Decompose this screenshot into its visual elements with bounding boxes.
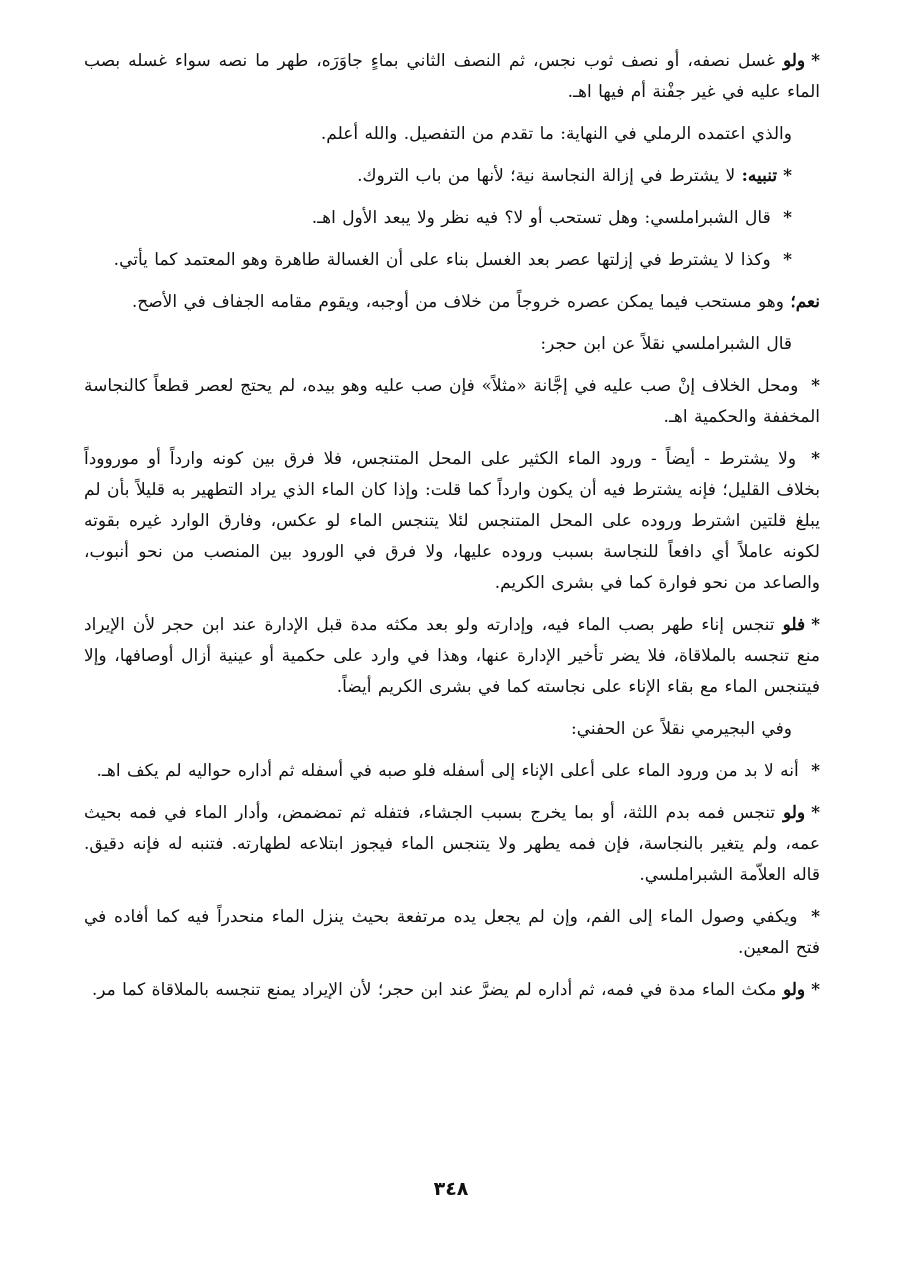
paragraph-12 [84, 756, 820, 787]
page-body [84, 46, 820, 1017]
paragraph-text: مكث الماء مدة في فمه، ثم أداره لم يضرَّ عند ابن حجر؛ لأن الإيراد يمنع تنجسه بالملاقاة كما مر. [91, 980, 777, 1000]
paragraph-15 [84, 975, 820, 1006]
bullet-star-icon: * [811, 376, 820, 396]
paragraph-9 [84, 444, 820, 599]
bullet-star-icon: * [811, 615, 821, 635]
paragraph-lead: فلو [782, 615, 806, 635]
paragraph-2 [84, 119, 820, 150]
paragraph-5 [84, 245, 820, 276]
bullet-star-icon: * [811, 449, 821, 469]
paragraph-text: لا يشترط في إزالة النجاسة نية؛ لأنها من باب التروك. [357, 166, 736, 186]
paragraph-text: غسل نصفه، أو نصف ثوب نجس، ثم النصف الثاني بماءٍ جاوَرَه، طهر ما نصه سواء غسله بصب الماء عليه في غير جفْنة أم فيها اهـ. [84, 51, 820, 102]
paragraph-text: وفي البجيرمي نقلاً عن الحفني: [571, 719, 792, 739]
paragraph-13 [84, 798, 820, 891]
paragraph-4 [84, 203, 820, 234]
bullet-star-icon: * [811, 980, 820, 1000]
paragraph-text: ومحل الخلاف إنْ صب عليه في إجَّانة «مثلاً» فإن صب عليه وهو بيده، لم يحتج لعصر قطعاً كالنجاسة المخففة والحكمية اهـ. [84, 376, 820, 427]
bullet-star-icon: * [783, 250, 792, 270]
paragraph-11 [84, 714, 820, 745]
paragraph-text: وكذا لا يشترط في إزلتها عصر بعد الغسل بناء على أن الغسالة طاهرة وهو المعتمد كما يأتي. [113, 250, 771, 270]
paragraph-7 [84, 329, 820, 360]
paragraph-text: والذي اعتمده الرملي في النهاية: ما تقدم من التفصيل. والله أعلم. [320, 124, 792, 144]
paragraph-text: قال الشبراملسي نقلاً عن ابن حجر: [540, 334, 792, 354]
paragraph-6 [84, 287, 820, 318]
bullet-star-icon: * [783, 208, 792, 228]
paragraph-8 [84, 371, 820, 433]
paragraph-text: تنجس إناء طهر بصب الماء فيه، وإدارته ولو بعد مكثه مدة قبل الإدارة عند ابن حجر لأن الإيراد منع تنجسه بالملاقاة، فلا يضر تأخير الإدارة عنها، وهذا في وارد على حكمية أو عينية أزال أوصافها، وإلا فيتنجس الماء مع بقاء الإناء على نجاسته كما في بشرى الكريم أيضاً. [84, 615, 820, 697]
paragraph-lead: تنبيه: [741, 166, 778, 186]
paragraph-14 [84, 902, 820, 964]
paragraph-lead: ولو [782, 51, 806, 71]
bullet-star-icon: * [811, 907, 820, 927]
paragraph-lead: ولو [782, 980, 806, 1000]
paragraph-text: أنه لا بد من ورود الماء على أعلى الإناء إلى أسفله فلو صبه في أسفله ثم أداره حواليه لم يكف اهـ. [96, 761, 799, 781]
page-number: ٣٤٨ [433, 1178, 469, 1200]
bullet-star-icon: * [783, 166, 792, 186]
paragraph-text: ولا يشترط - أيضاً - ورود الماء الكثير على المحل المتنجس، فلا فرق بين كونه وارداً أو مورووداً بخلاف القليل؛ فإنه يشترط فيه أن يكون وارداً كما قلت: وإذا كان الماء الذي يراد التطهير به قليلاً بأن لم يبلغ قلتين اشترط وروده على المحل المتنجس لئلا يتنجس الماء لو عكس، وفارق الوارد غيره بقوته لكونه عاملاً أي دافعاً للنجاسة بسبب وروده عليها، ولا فرق في الورود بين المنصب من نحو أنبوب، والصاعد من نحو فوارة كما في بشرى الكريم. [84, 449, 820, 593]
paragraph-text: تنجس فمه بدم اللثة، أو بما يخرج بسبب الجشاء، فتفله ثم تمضمض، وأدار الماء في فمه بحيث عمه، ولم يتغير بالنجاسة، فإن فمه يطهر ولا يتنجس الماء فيجوز ابتلاعه لطهارته. فتنبه له فإنه دقيق. قاله العلاّمة الشبراملسي. [84, 803, 820, 885]
bullet-star-icon: * [811, 761, 820, 781]
paragraph-1 [84, 46, 820, 108]
paragraph-lead: نعم؛ [790, 292, 820, 312]
paragraph-text: ويكفي وصول الماء إلى الفم، وإن لم يجعل يده مرتفعة بحيث ينزل الماء منحدراً فيه كما أفاده في فتح المعين. [84, 907, 820, 958]
paragraph-text: قال الشبراملسي: وهل تستحب أو لا؟ فيه نظر ولا يبعد الأول اهـ. [311, 208, 771, 228]
bullet-star-icon: * [811, 803, 821, 823]
paragraph-3 [84, 161, 820, 192]
paragraph-10 [84, 610, 820, 703]
paragraph-lead: ولو [782, 803, 806, 823]
bullet-star-icon: * [811, 51, 821, 71]
paragraph-text: وهو مستحب فيما يمكن عصره خروجاً من خلاف من أوجبه، ويقوم مقامه الجفاف في الأصح. [131, 292, 784, 312]
